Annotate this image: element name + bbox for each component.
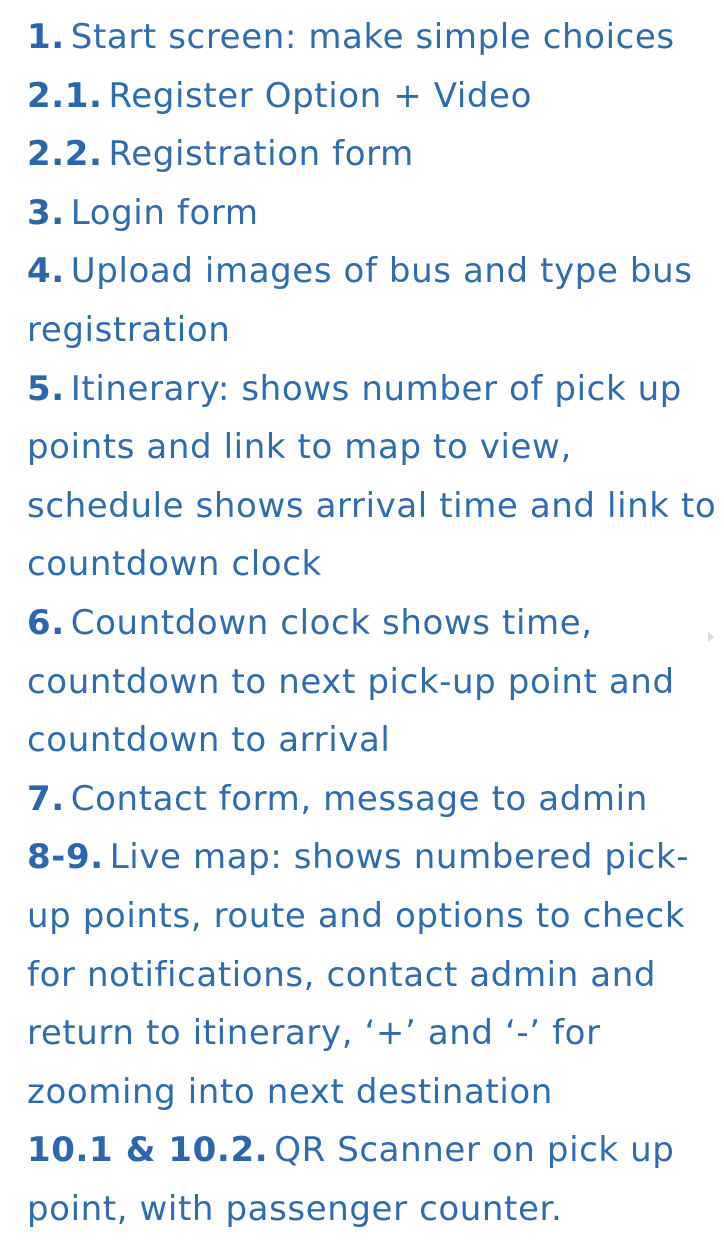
item-number: 8-9. <box>27 837 104 878</box>
item-text: Register Option + Video <box>108 75 532 116</box>
item-text: Countdown clock shows time, countdown to next pick-up point and countdown to arrival <box>27 602 675 761</box>
item-number: 1. <box>27 17 65 57</box>
list-item-3 <box>27 184 717 243</box>
item-number: 4. <box>27 251 65 292</box>
list-item-4 <box>27 242 717 359</box>
item-text: Login form <box>70 192 259 233</box>
list-item-6 <box>27 594 717 770</box>
item-text: QR Scanner on pick up point, with passenger counter. <box>27 1130 675 1229</box>
item-number: 7. <box>27 778 65 819</box>
item-text: Itinerary: shows number of pick up points and link to map to view, schedule shows arrival time and link to countdown clock <box>27 368 717 585</box>
list-item-2-2 <box>27 125 717 184</box>
item-number: 6. <box>27 602 65 643</box>
arrow-mark-icon <box>708 632 714 642</box>
item-number: 5. <box>27 368 65 409</box>
item-text: Registration form <box>108 134 414 175</box>
list-item-10 <box>27 1121 717 1238</box>
item-number: 3. <box>27 192 65 233</box>
list-item-1 <box>27 8 717 67</box>
list-item-2-1 <box>27 67 717 126</box>
list-item-5 <box>27 360 717 594</box>
list-item-7 <box>27 770 717 829</box>
item-number: 10.1 & 10.2. <box>27 1130 269 1171</box>
item-number: 2.1. <box>27 75 103 116</box>
item-text: Start screen: make simple choices <box>70 17 675 57</box>
item-number: 2.2. <box>27 134 103 175</box>
item-text: Upload images of bus and type bus registration <box>27 251 693 350</box>
item-text: Contact form, message to admin <box>70 778 648 819</box>
list-item-8-9 <box>27 828 717 1121</box>
item-text: Live map: shows numbered pick-up points, route and options to check for notifications, contact admin and return to itinerary, ‘+’ and ‘-’ for zooming into next destination <box>27 837 690 1112</box>
feature-list <box>27 8 717 1238</box>
